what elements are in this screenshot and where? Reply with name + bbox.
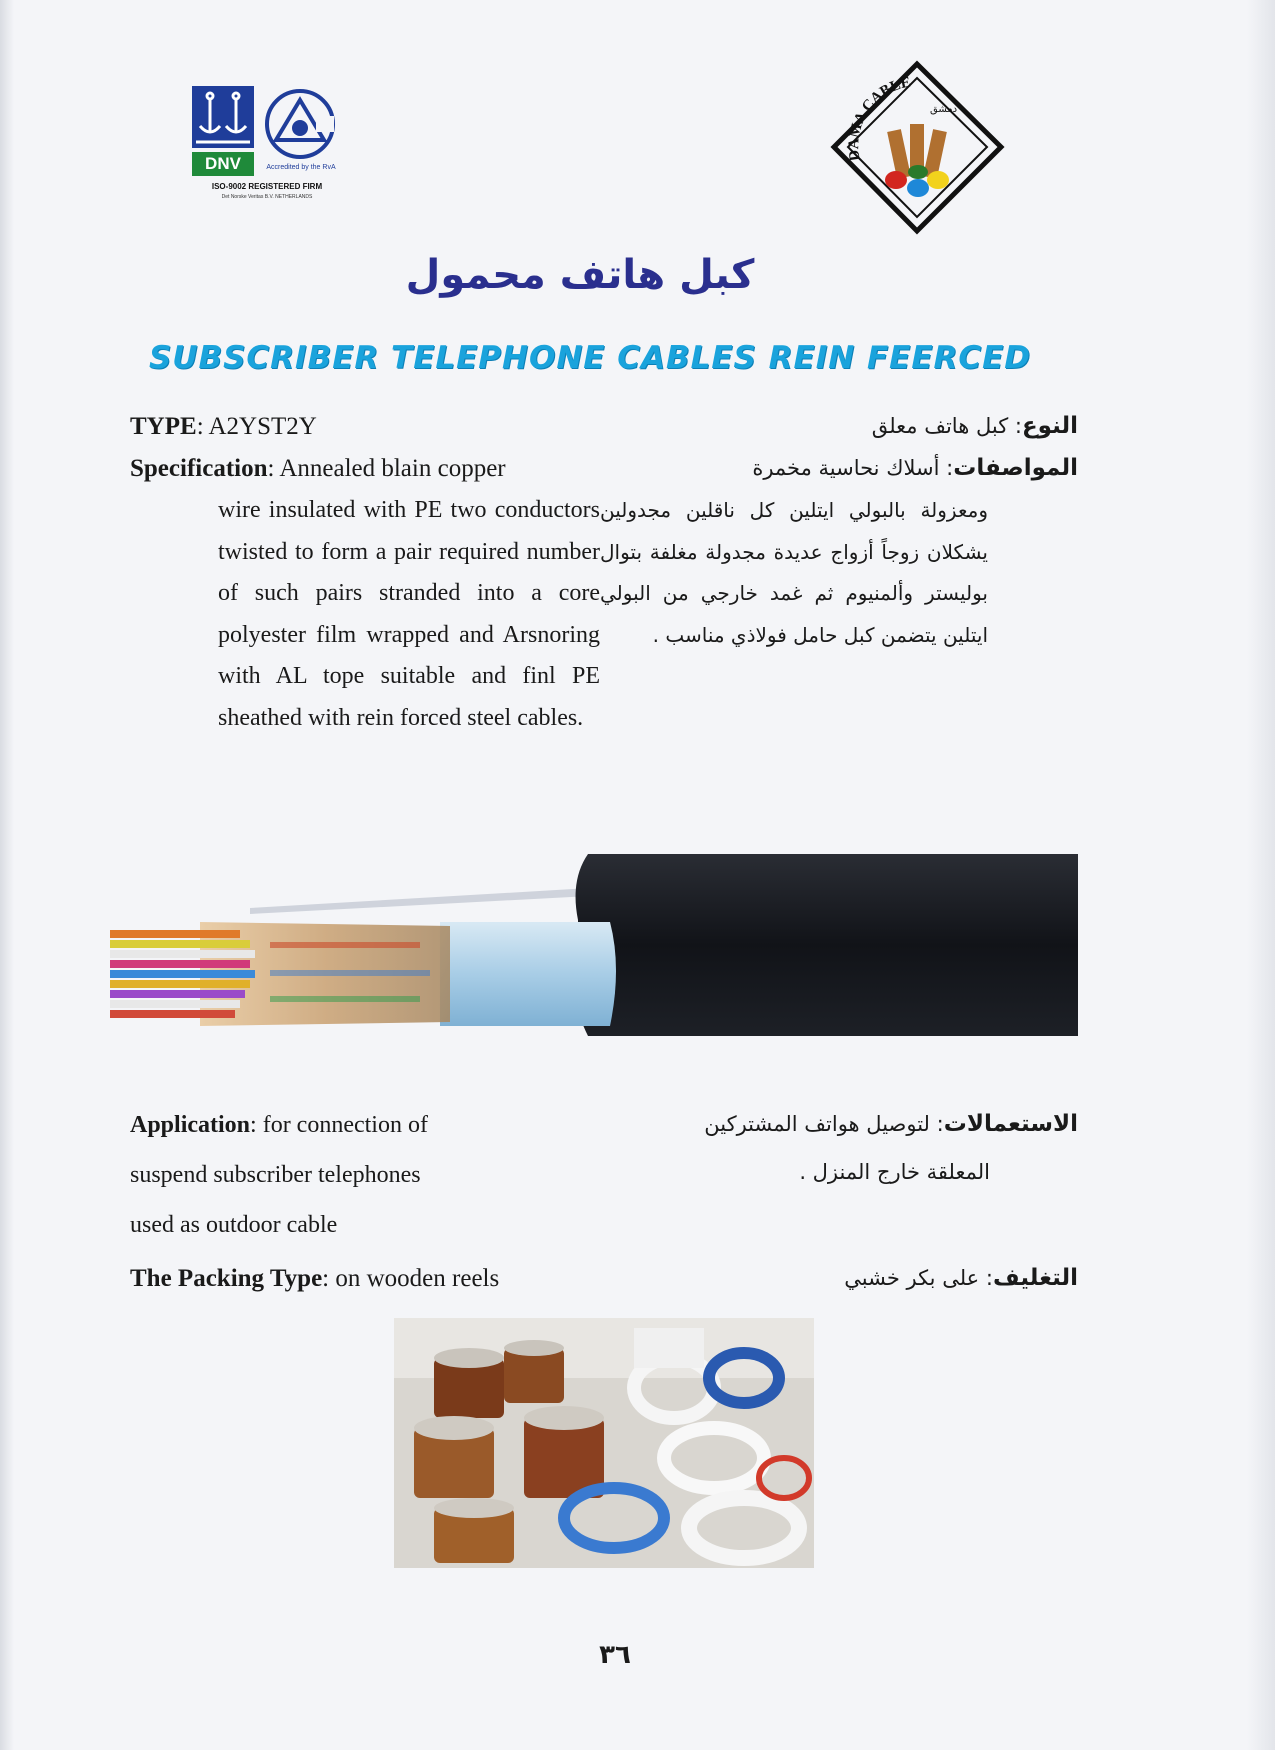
- dnv-anchor-icon: [192, 86, 254, 148]
- dama-cable-logo: [830, 60, 1005, 235]
- type-row: [130, 406, 317, 448]
- cable-cores-icon: [885, 124, 949, 197]
- type-value: : A2YST2Y: [196, 413, 317, 440]
- type-row-arabic: [700, 406, 1078, 448]
- application-line-1: : for connection of: [250, 1112, 428, 1138]
- packing-value-arabic: : على بكر خشبي: [844, 1266, 993, 1290]
- application-label: Application: [130, 1112, 251, 1138]
- specification-first-line: : Annealed blain copper: [267, 455, 506, 482]
- page-number: ٣٦: [599, 1640, 631, 1670]
- application-line-2-arabic: المعلقة خارج المنزل .: [799, 1160, 990, 1184]
- specification-label: Specification: [130, 455, 268, 482]
- cable-photo: [110, 850, 1080, 1050]
- specification-label-arabic: المواصفات: [953, 455, 1078, 481]
- application-line-2: suspend subscriber telephones: [130, 1162, 421, 1188]
- dama-arabic-name: [830, 60, 835, 63]
- specification-heading: [130, 448, 506, 490]
- type-label-arabic: النوع: [1021, 413, 1078, 439]
- certification-logos: [192, 86, 342, 216]
- specification-first-line-arabic: : أسلاك نحاسية مخمرة: [752, 456, 954, 480]
- application-block: [130, 1100, 428, 1250]
- title-english: SUBSCRIBER TELEPHONE CABLES REIN FEERCED: [148, 340, 1032, 376]
- application-block-arabic: [600, 1100, 1078, 1196]
- iso-registration: ISO-9002 REGISTERED FIRM: [211, 182, 323, 191]
- specification-body: wire insulated with PE two conductors twisted to form a pair required number of such pairs stranded into a core polyester film wrapped and Arsnoring with AL tope suitable and finl PE sheathed with rein forced steel cables.: [218, 497, 600, 731]
- svg-text:الشركة العامة لصناعة الكابلات: [830, 60, 835, 63]
- page-right-edge: [1247, 0, 1275, 1750]
- type-value-arabic: : كبل هاتف معلق: [871, 414, 1022, 438]
- application-line-3: used as outdoor cable: [130, 1212, 338, 1238]
- specification-body-arabic: ومعزولة بالبولي ايتلين كل ناقلين مجدولين يشكلان زوجاً أزواج عديدة مجدولة مغلفة بتوال بوليستر وألمنيوم ثم غمد خارجي من البولي ايتلين يتضمن كبل حامل فولاذي مناسب .: [600, 498, 988, 647]
- packing-row-arabic: [700, 1258, 1078, 1300]
- packing-label: The Packing Type: [130, 1265, 323, 1292]
- rva-caption: Accredited by the RvA: [266, 164, 336, 171]
- title-arabic: كبل هاتف محمول: [405, 252, 755, 298]
- specification-heading-arabic: [610, 448, 1078, 490]
- application-line-1-arabic: : لتوصيل هواتف المشتركين: [704, 1112, 944, 1136]
- dama-city: دمشق: [930, 104, 958, 115]
- dnv-label: DNV: [192, 152, 254, 176]
- packing-value: : on wooden reels: [322, 1265, 500, 1292]
- type-label: TYPE: [130, 413, 197, 440]
- application-label-arabic: الاستعمالات: [943, 1111, 1078, 1137]
- dama-name: DAMA CABLE: [846, 74, 913, 162]
- reels-photo: [394, 1318, 814, 1568]
- packing-label-arabic: التغليف: [992, 1265, 1078, 1291]
- iso-registrar: Det Norske Veritas B.V. NETHERLANDS: [221, 194, 313, 200]
- packing-row: [130, 1258, 499, 1300]
- rva-logo-icon: [264, 88, 336, 160]
- page-edge-shadow: [0, 0, 14, 1750]
